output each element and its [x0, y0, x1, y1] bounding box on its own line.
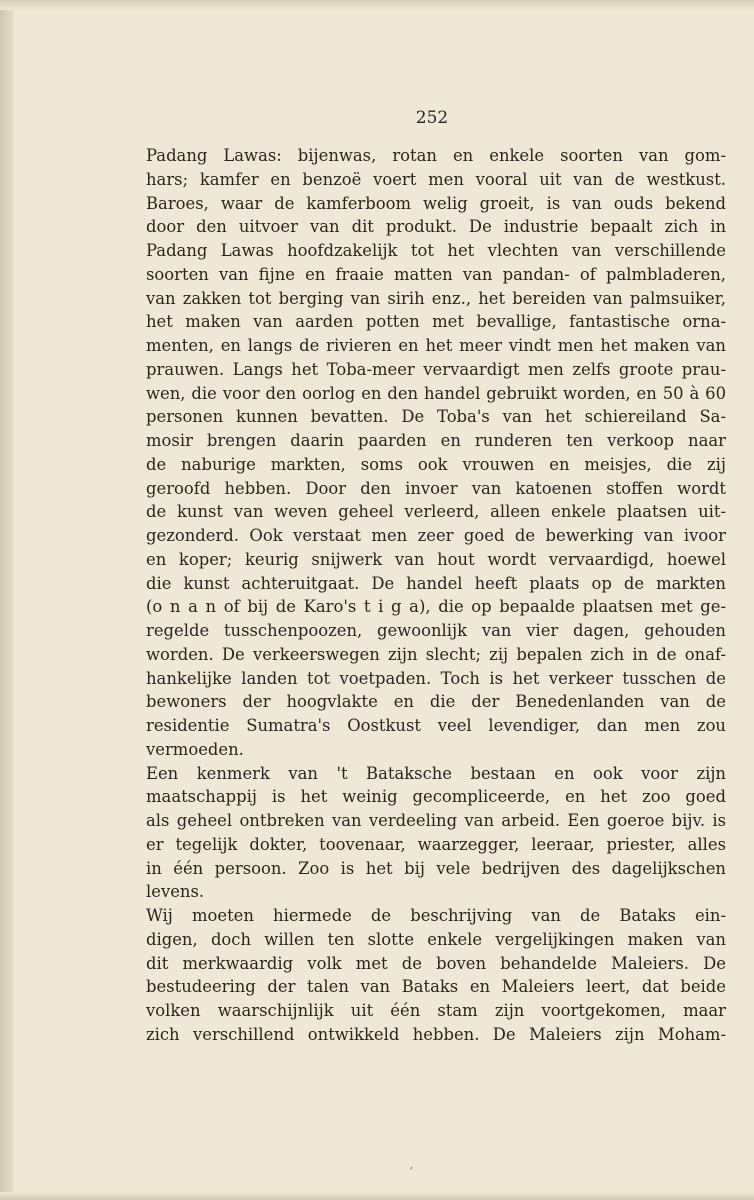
text-line: maatschappij is het weinig gecompliceerde, en het zoo goed — [146, 787, 726, 807]
text-line: hankelijke landen tot voetpaden. Toch is het verkeer tusschen de — [146, 668, 726, 688]
paragraph-end-line: vermoeden. — [146, 739, 244, 759]
text-line: geroofd hebben. Door den invoer van katoenen stoffen wordt — [146, 478, 726, 498]
text-line: soorten van fijne en fraaie matten van pandan- of palmbladeren, — [146, 264, 726, 284]
text-line: wen, die voor den oorlog en den handel gebruikt worden, en 50 à 60 — [146, 383, 726, 403]
text-line: worden. De verkeerswegen zijn slecht; zij bepalen zich in de onaf- — [146, 644, 726, 664]
text-line: door den uitvoer van dit produkt. De industrie bepaalt zich in — [146, 217, 726, 237]
text-line: de kunst van weven geheel verleerd, alleen enkele plaatsen uit- — [146, 502, 726, 522]
text-line: Wij moeten hiermede de beschrijving van de Bataks ein- — [146, 906, 726, 925]
text-line: de naburige markten, soms ook vrouwen en meisjes, die zij — [146, 454, 726, 474]
text-line: er tegelijk dokter, toovenaar, waarzegger, leeraar, priester, alles — [146, 834, 726, 854]
text-line: in één persoon. Zoo is het bij vele bedrijven des dagelijkschen — [146, 858, 726, 878]
text-line: digen, doch willen ten slotte enkele vergelijkingen maken van — [146, 929, 726, 949]
text-line: gezonderd. Ook verstaat men zeer goed de bewerking van ivoor — [146, 526, 726, 545]
text-line: Baroes, waar de kamferboom welig groeit, is van ouds bekend — [146, 193, 726, 213]
text-line: als geheel ontbreken van verdeeling van arbeid. Een goeroe bijv. is — [146, 811, 726, 830]
text-line: regelde tusschenpoozen, gewoonlijk van vier dagen, gehouden — [146, 621, 726, 640]
text-line: bestudeering der talen van Bataks en Maleiers leert, dat beide — [146, 977, 726, 997]
text-line: hars; kamfer en benzoë voert men vooral uit van de westkust. — [146, 169, 726, 189]
text-line: Een kenmerk van 't Bataksche bestaan en ook voor zijn — [146, 763, 726, 783]
text-line: mosir brengen daarin paarden en runderen ten verkoop naar — [146, 431, 726, 450]
body-text — [146, 144, 726, 1047]
page-bottom-edge — [0, 1192, 754, 1200]
text-line: Padang Lawas hoofdzakelijk tot het vlechten van verschillende — [146, 241, 726, 260]
page-left-edge — [0, 0, 14, 1200]
page-number: 252 — [415, 108, 449, 128]
text-line: bewoners der hoogvlakte en die der Benedenlanden van de — [146, 692, 726, 712]
text-line: (o n a n of bij de Karo's t i g a), die op bepaalde plaatsen met ge- — [146, 597, 726, 617]
text-line: zich verschillend ontwikkeld hebben. De Maleiers zijn Moham- — [146, 1024, 726, 1044]
text-line: en koper; keurig snijwerk van hout wordt vervaardigd, hoewel — [146, 549, 726, 569]
text-line: die kunst achteruitgaat. De handel heeft plaats op de markten — [146, 573, 726, 593]
text-line: van zakken tot berging van sirih enz., het bereiden van palmsuiker, — [146, 288, 726, 308]
text-line: menten, en langs de rivieren en het meer vindt men het maken van — [146, 336, 726, 355]
text-line: volken waarschijnlijk uit één stam zijn voortgekomen, maar — [146, 1001, 726, 1020]
page-top-edge — [0, 0, 754, 10]
text-line: residentie Sumatra's Oostkust veel levendiger, dan men zou — [146, 716, 726, 735]
text-line: Padang Lawas: bijenwas, rotan en enkele soorten van gom- — [146, 146, 726, 165]
text-line: personen kunnen bevatten. De Toba's van het schiereiland Sa- — [146, 407, 726, 427]
paragraph-end-line: levens. — [146, 882, 205, 902]
text-line: het maken van aarden potten met bevallige, fantastische orna- — [146, 312, 726, 332]
footer-mark: , — [410, 1160, 414, 1171]
text-line: prauwen. Langs het Toba-meer vervaardigt men zelfs groote prau- — [146, 359, 726, 379]
text-line: dit merkwaardig volk met de boven behandelde Maleiers. De — [146, 953, 726, 973]
